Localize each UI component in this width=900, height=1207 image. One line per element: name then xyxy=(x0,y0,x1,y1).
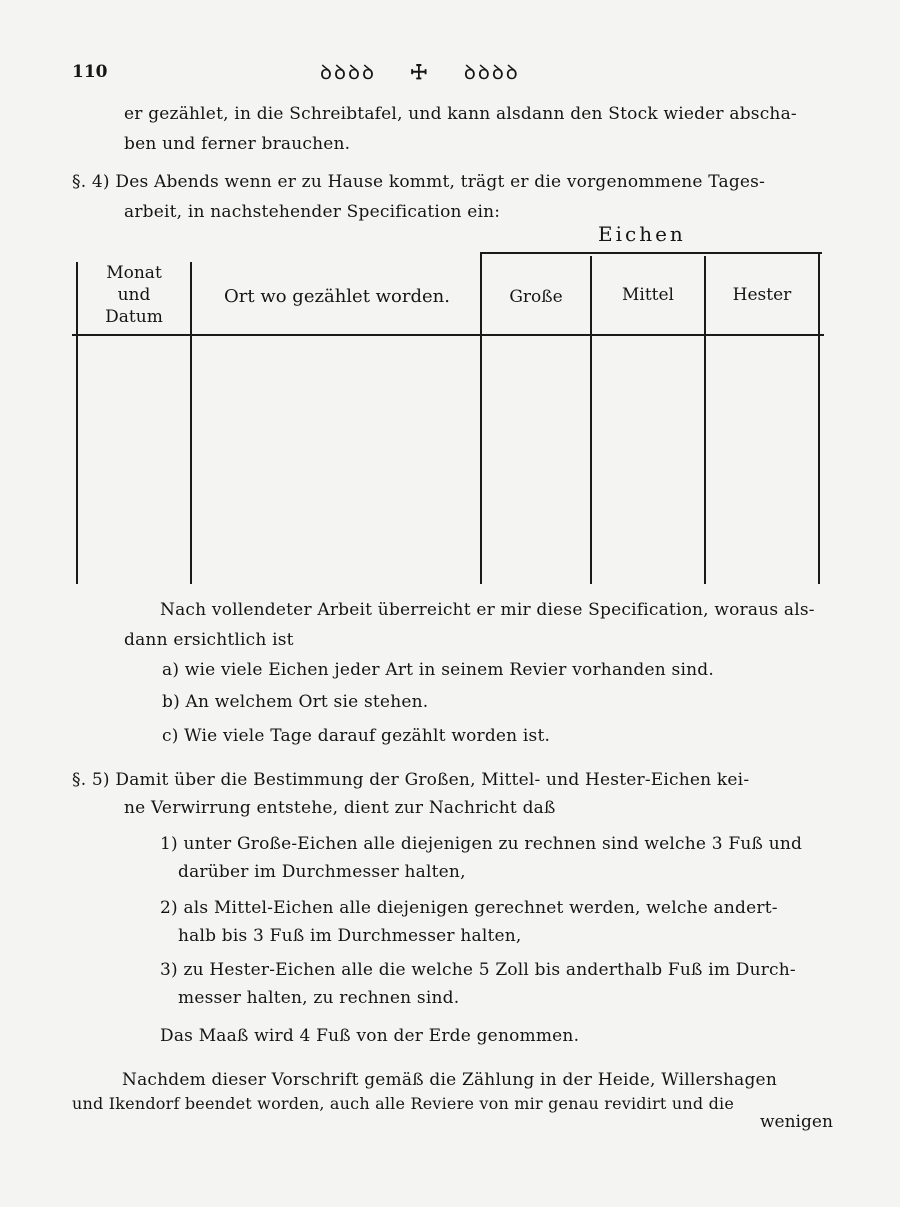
section-4-line-1: §. 4) Des Abends wenn er zu Hause kommt, trägt er die vorgenommene Tages- xyxy=(72,172,766,192)
after-table-line-2: dann ersichtlich ist xyxy=(124,630,294,650)
ornament-left: ꝺꝺꝺꝺ xyxy=(320,60,376,84)
col-header-date-line-1: Monat xyxy=(106,263,162,283)
col-header-grosse: Große xyxy=(509,287,563,307)
col-header-hester: Hester xyxy=(732,285,792,305)
measure-note: Das Maaß wird 4 Fuß von der Erde genommen. xyxy=(160,1026,580,1046)
col-divider-mittel xyxy=(704,256,706,584)
list-item-b: b) An welchem Ort sie stehen. xyxy=(162,692,429,712)
col-header-mittel: Mittel xyxy=(621,285,674,305)
group-header-rule xyxy=(480,252,822,254)
col-divider-place xyxy=(480,252,482,584)
ornament-right: ꝺꝺꝺꝺ xyxy=(463,60,520,84)
section-4-line-2: arbeit, in nachstehender Specification ein: xyxy=(124,202,501,222)
rule-2-line-1: 2) als Mittel-Eichen alle diejenigen gerechnet werden, welche andert- xyxy=(160,898,778,918)
col-header-place: Ort wo gezählet worden. xyxy=(224,286,450,307)
intro-line-1: er gezählet, in die Schreibtafel, und kann alsdann den Stock wieder abscha- xyxy=(124,104,797,124)
closing-line-1: Nachdem dieser Vorschrift gemäß die Zählung in der Heide, Willershagen xyxy=(122,1070,777,1090)
rule-1-line-2: darüber im Durchmesser halten, xyxy=(178,862,466,882)
header-ornament xyxy=(320,58,520,85)
table-right-border xyxy=(818,252,820,584)
page-number: 110 xyxy=(72,62,108,82)
intro-line-2: ben und ferner brauchen. xyxy=(124,134,351,154)
catchword: wenigen xyxy=(760,1112,833,1132)
closing-line-2: und Ikendorf beendet worden, auch alle Reviere von mir genau revidirt und die xyxy=(72,1094,734,1113)
list-item-c: c) Wie viele Tage darauf gezählt worden ist. xyxy=(162,726,551,746)
col-divider-grosse xyxy=(590,256,592,584)
after-table-line-1: Nach vollendeter Arbeit überreicht er mir diese Specification, woraus als- xyxy=(160,600,815,620)
col-header-date-line-3: Datum xyxy=(105,307,163,327)
table-left-border xyxy=(76,262,78,584)
header-bottom-rule xyxy=(72,334,824,336)
col-header-date-line-2: und xyxy=(117,285,151,305)
section-5-line-1: §. 5) Damit über die Bestimmung der Großen, Mittel- und Hester-Eichen kei- xyxy=(72,770,750,790)
list-item-a: a) wie viele Eichen jeder Art in seinem Revier vorhanden sind. xyxy=(162,660,714,680)
table-group-header: Eichen xyxy=(598,222,686,246)
section-5-line-2: ne Verwirrung entstehe, dient zur Nachricht daß xyxy=(124,798,556,818)
rule-3-line-1: 3) zu Hester-Eichen alle die welche 5 Zoll bis anderthalb Fuß im Durch- xyxy=(160,960,796,980)
ornament-center: ☩ xyxy=(409,60,430,84)
rule-2-line-2: halb bis 3 Fuß im Durchmesser halten, xyxy=(178,926,522,946)
col-header-date xyxy=(80,262,188,328)
rule-3-line-2: messer halten, zu rechnen sind. xyxy=(178,988,460,1008)
rule-1-line-1: 1) unter Große-Eichen alle diejenigen zu rechnen sind welche 3 Fuß und xyxy=(160,834,803,854)
col-divider-date xyxy=(190,262,192,584)
